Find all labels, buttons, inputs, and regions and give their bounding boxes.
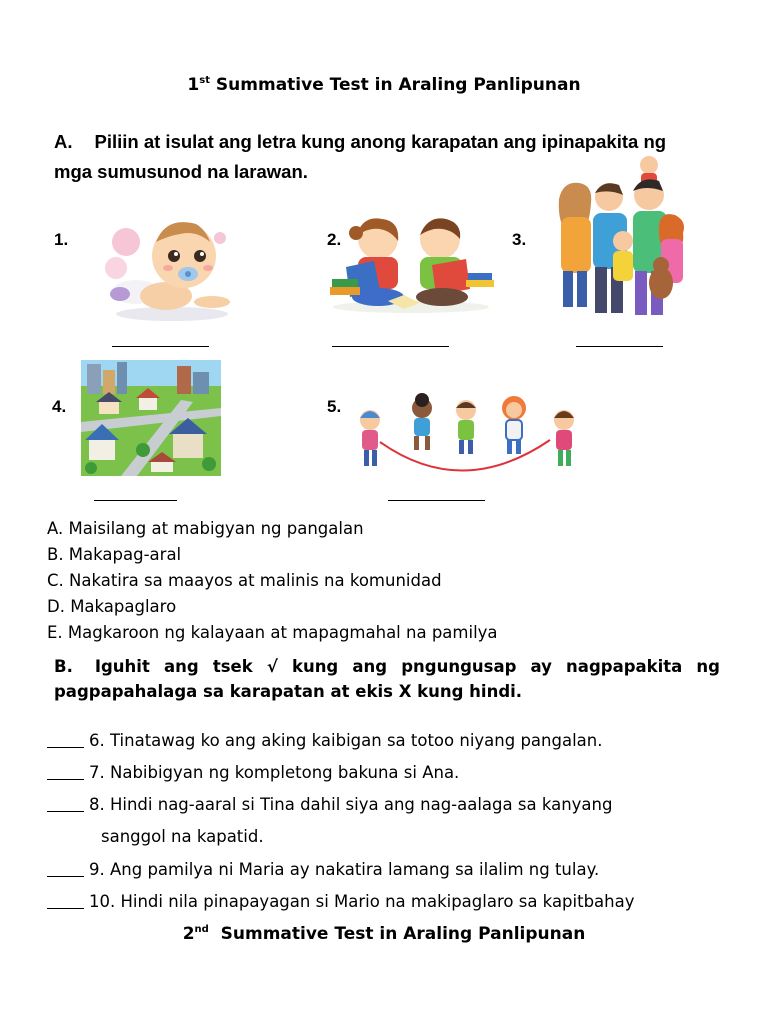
choice-item: B. Makapag-aral: [47, 545, 182, 564]
answer-line[interactable]: [47, 811, 84, 812]
choice-item: D. Makapaglaro: [47, 597, 177, 616]
answer-blank[interactable]: [576, 346, 663, 347]
picture-number: 2.: [327, 230, 342, 249]
answer-blank[interactable]: [388, 500, 485, 501]
picture-number: 3.: [512, 230, 527, 249]
kids-reading-illustration: [328, 211, 494, 314]
answer-line[interactable]: [47, 876, 84, 877]
baby-illustration: [104, 210, 234, 322]
answer-line[interactable]: [47, 747, 84, 748]
answer-blank[interactable]: [94, 500, 177, 501]
part-b-instruction: B. Iguhit ang tsek √ kung ang pngungusap ay nagpapakita ng pagpapahalaga sa karapatan at ekis X kung hindi.: [54, 657, 720, 701]
second-title: 2nd Summative Test in Araling Panlipunan: [182, 924, 586, 944]
choice-item: E. Magkaroon ng kalayaan at mapagmahal na pamilya: [47, 623, 498, 642]
choices-list: [47, 519, 498, 649]
test-item: 8. Hindi nag-aaral si Tina dahil siya ang nag-aalaga sa kanyang: [47, 795, 612, 814]
choice-item: C. Nakatira sa maayos at malinis na komunidad: [47, 571, 442, 590]
answer-blank[interactable]: [112, 346, 209, 347]
picture-number: 4.: [52, 397, 67, 416]
answer-line[interactable]: [47, 779, 84, 780]
family-illustration: [545, 153, 700, 323]
test-item: 10. Hindi nila pinapayagan si Mario na makipaglaro sa kapitbahay: [47, 892, 635, 911]
part-a-instruction: A. Piliin at isulat ang letra kung anong karapatan ang ipinapakita ng mga sumusunod na larawan.: [54, 131, 667, 182]
community-illustration: [81, 360, 221, 476]
choice-item: A. Maisilang at mabigyan ng pangalan: [47, 519, 364, 538]
answer-blank[interactable]: [332, 346, 449, 347]
test-item-continuation: sanggol na kapatid.: [101, 827, 264, 846]
picture-number: 1.: [54, 230, 69, 249]
test-item: 9. Ang pamilya ni Maria ay nakatira lamang sa ilalim ng tulay.: [47, 860, 599, 879]
page-title: 1st Summative Test in Araling Panlipunan: [187, 75, 581, 95]
test-item: 6. Tinatawag ko ang aking kaibigan sa totoo niyang pangalan.: [47, 731, 602, 750]
picture-number: 5.: [327, 397, 342, 416]
test-item: 7. Nabibigyan ng kompletong bakuna si Ana.: [47, 763, 459, 782]
kids-playing-illustration: [352, 392, 588, 476]
answer-line[interactable]: [47, 908, 84, 909]
